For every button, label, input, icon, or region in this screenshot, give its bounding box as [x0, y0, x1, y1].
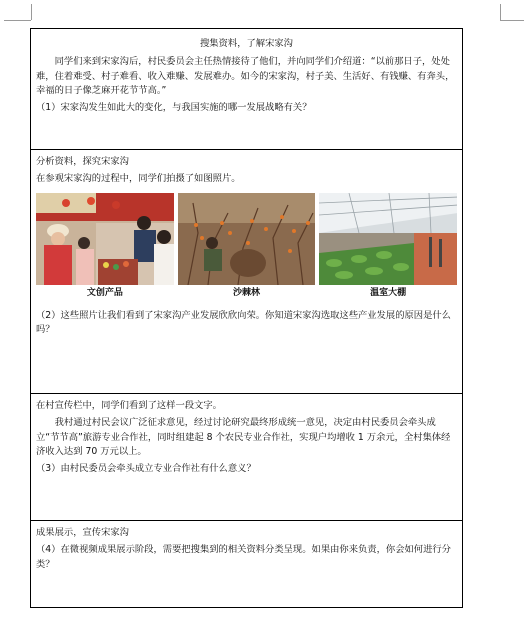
- question-4: （4）在微视频成果展示阶段，需要把搜集到的相关资料分类呈现。如果由你来负责，你会如何进行分类？: [36, 544, 451, 570]
- question-3: （3）由村民委员会牵头成立专业合作社有什么意义？: [36, 462, 256, 474]
- crop-mark-top-left-vertical: [31, 4, 32, 20]
- photo-captions: [36, 287, 457, 301]
- section-research-title: 搜集资料，了解宋家沟: [200, 38, 293, 49]
- section-analysis-intro: 在参观宋家沟的过程中，同学们拍摄了如图照片。: [36, 173, 241, 185]
- seabuckthorn-photo: [178, 193, 316, 285]
- question-1: （1）宋家沟发生如此大的变化，与我国实施的哪一发展战略有关？: [36, 101, 312, 113]
- crop-mark-top-left-horizontal: [4, 20, 31, 21]
- section-research-paragraph: 同学们来到宋家沟后，村民委员会主任热情接待了他们，并向同学们介绍道：“以前那日子，处处难，住着难受、村子难看、收入难赚、发展难办。如今的宋家沟，村子美、生活好、有钱赚、有奔头，幸福的日子像芝麻开花节节高。”: [36, 56, 455, 97]
- worksheet-table: [30, 28, 463, 608]
- greenhouse-photo: [319, 193, 457, 285]
- section-analysis-title: 分析资料，探究宋家沟: [36, 156, 129, 167]
- market-photo: [36, 193, 174, 285]
- section-showcase: [31, 521, 462, 607]
- caption-seabuckthorn: 沙棘林: [233, 287, 261, 298]
- section-showcase-title: 成果展示，宣传宋家沟: [36, 527, 129, 538]
- crop-mark-top-right-horizontal: [500, 20, 524, 21]
- crop-mark-top-right-vertical: [500, 4, 501, 20]
- photo-row: [36, 193, 457, 285]
- question-2: （2）这些照片让我们看到了宋家沟产业发展欣欣向荣。你知道宋家沟选取这些产业发展的原因是什么吗？: [36, 309, 451, 336]
- section-bulletin: [31, 394, 462, 521]
- caption-market: 文创产品: [86, 287, 123, 298]
- section-bulletin-title: 在村宣传栏中，同学们看到了这样一段文字。: [36, 400, 222, 411]
- caption-greenhouse: 温室大棚: [370, 287, 407, 298]
- section-research: [31, 29, 462, 150]
- section-bulletin-paragraph: 我村通过村民会议广泛征求意见，经过讨论研究最终形成统一意见，决定由村民委员会牵头成立“节节高”旅游专业合作社，同时组建起 8 个农民专业合作社，实现户均增收 1 万余元，全村集体经济收入达到 70 万元以上。: [36, 417, 451, 458]
- section-analysis: [31, 150, 462, 394]
